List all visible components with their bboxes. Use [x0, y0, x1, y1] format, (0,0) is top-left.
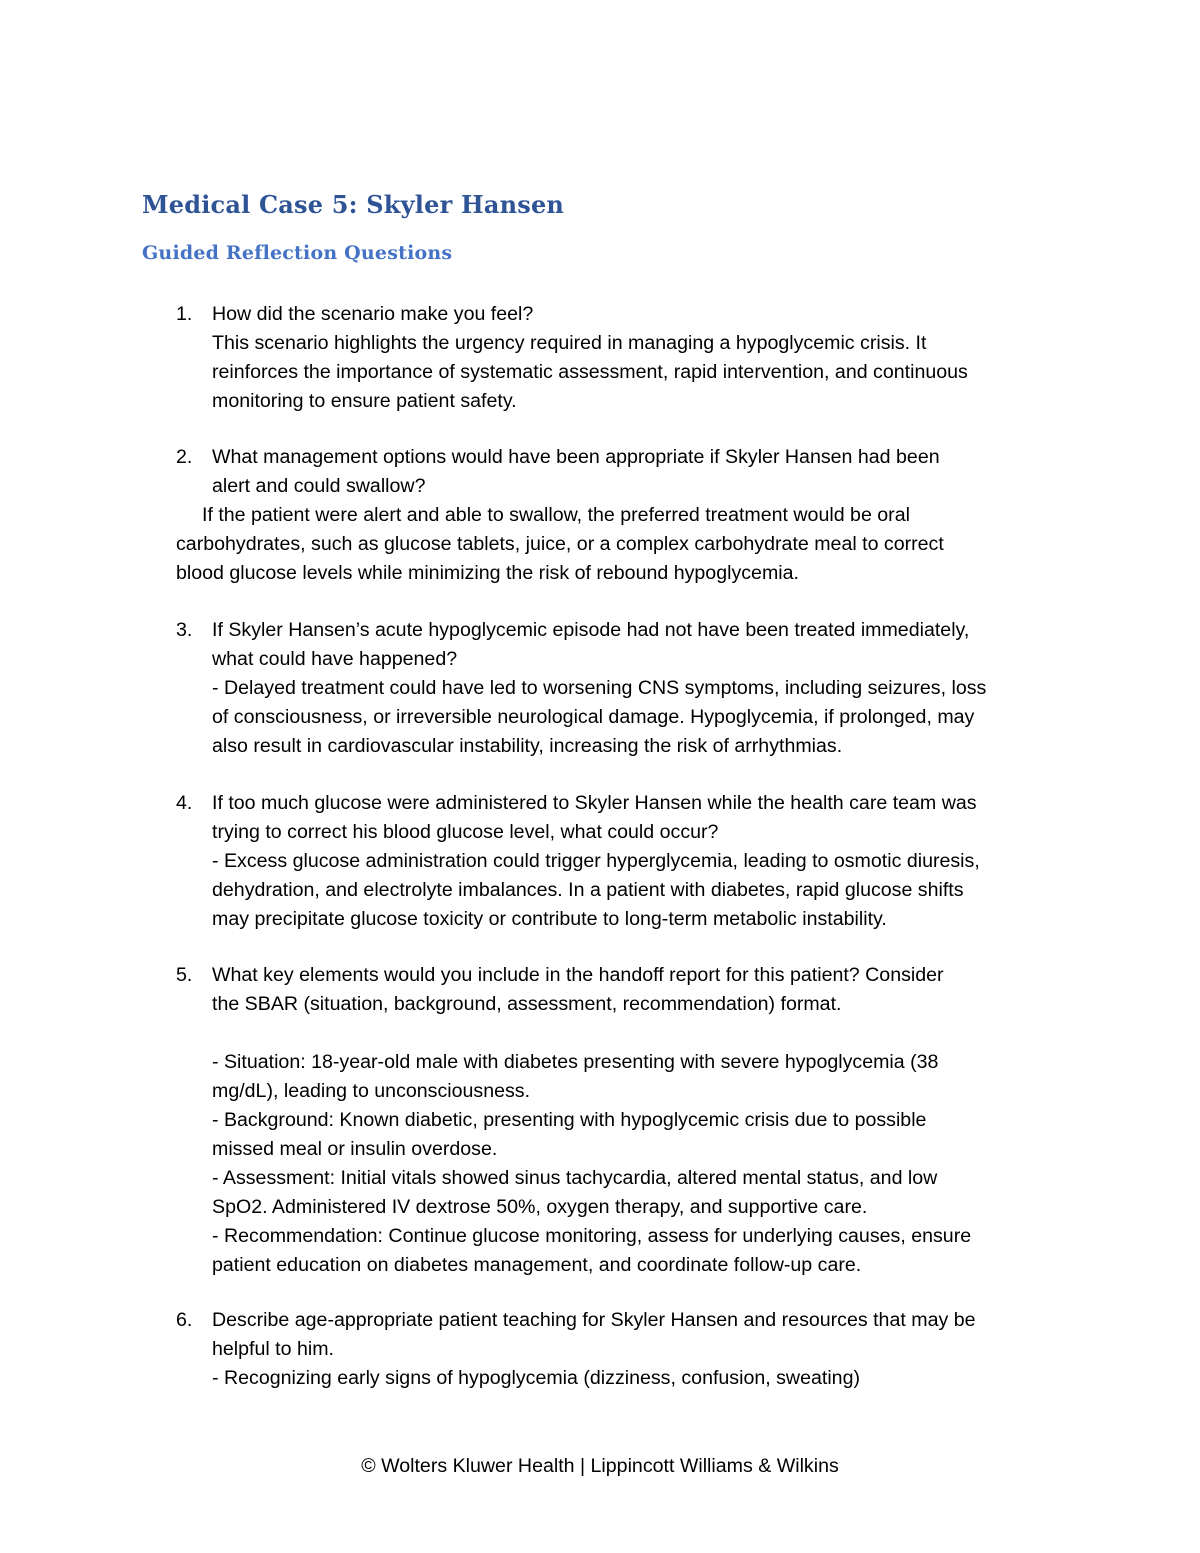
answer-block-2 [176, 501, 1056, 588]
answer-line: SpO2. Administered IV dextrose 50%, oxygen therapy, and supportive care. [212, 1196, 868, 1218]
question-text: what could have happened? [212, 648, 458, 670]
question-item-2 [176, 443, 1082, 501]
question-number: 6. [176, 1309, 193, 1331]
answer-line: carbohydrates, such as glucose tablets, juice, or a complex carbohydrate meal to correct [176, 533, 944, 555]
question-number: 5. [176, 964, 193, 986]
question-text: What key elements would you include in the handoff report for this patient? Consider [212, 964, 944, 986]
question-item-4 [176, 789, 1082, 934]
answer-line: If the patient were alert and able to swallow, the preferred treatment would be oral [202, 504, 910, 526]
question-text: helpful to him. [212, 1338, 334, 1360]
answer-line: - Excess glucose administration could trigger hyperglycemia, leading to osmotic diuresis, [212, 850, 980, 872]
question-number: 3. [176, 619, 193, 641]
answer-line: reinforces the importance of systematic assessment, rapid intervention, and continuous [212, 361, 968, 383]
answer-line: - Situation: 18-year-old male with diabetes presenting with severe hypoglycemia (38 [212, 1051, 939, 1073]
question-text: trying to correct his blood glucose level, what could occur? [212, 821, 719, 843]
answer-line: - Background: Known diabetic, presenting with hypoglycemic crisis due to possible [212, 1109, 927, 1131]
question-text: What management options would have been appropriate if Skyler Hansen had been [212, 446, 940, 468]
answer-line: This scenario highlights the urgency required in managing a hypoglycemic crisis. It [212, 332, 927, 354]
document-title: Medical Case 5: Skyler Hansen [142, 190, 565, 219]
question-text: alert and could swallow? [212, 475, 426, 497]
answer-line: - Assessment: Initial vitals showed sinus tachycardia, altered mental status, and low [212, 1167, 938, 1189]
answer-line: - Delayed treatment could have led to worsening CNS symptoms, including seizures, loss [212, 677, 987, 699]
answer-line: also result in cardiovascular instability, increasing the risk of arrhythmias. [212, 735, 843, 757]
answer-line: dehydration, and electrolyte imbalances. In a patient with diabetes, rapid glucose shifts [212, 879, 964, 901]
answer-line: - Recommendation: Continue glucose monitoring, assess for underlying causes, ensure [212, 1225, 972, 1247]
answer-line: mg/dL), leading to unconsciousness. [212, 1080, 531, 1102]
question-number: 1. [176, 303, 193, 325]
question-item-6 [176, 1306, 1082, 1393]
question-text: Describe age-appropriate patient teaching for Skyler Hansen and resources that may be [212, 1309, 976, 1331]
answer-line: monitoring to ensure patient safety. [212, 390, 517, 412]
answer-line: patient education on diabetes management, and coordinate follow-up care. [212, 1254, 862, 1276]
question-text: If Skyler Hansen’s acute hypoglycemic episode had not have been treated immediately, [212, 619, 970, 641]
question-text: the SBAR (situation, background, assessment, recommendation) format. [212, 993, 842, 1015]
answer-line: - Recognizing early signs of hypoglycemia (dizziness, confusion, sweating) [212, 1367, 860, 1389]
question-text: If too much glucose were administered to Skyler Hansen while the health care team was [212, 792, 977, 814]
question-number: 4. [176, 792, 193, 814]
answer-line: blood glucose levels while minimizing the risk of rebound hypoglycemia. [176, 562, 799, 584]
question-item-3 [176, 616, 1082, 761]
section-subtitle: Guided Reflection Questions [142, 242, 453, 264]
answer-line: missed meal or insulin overdose. [212, 1138, 498, 1160]
question-text: How did the scenario make you feel? [212, 303, 534, 325]
question-number: 2. [176, 446, 193, 468]
answer-line: may precipitate glucose toxicity or contribute to long-term metabolic instability. [212, 908, 887, 930]
question-item-1 [176, 300, 1082, 416]
page-footer: © Wolters Kluwer Health | Lippincott Williams & Wilkins [361, 1455, 839, 1477]
question-item-5 [176, 961, 1082, 1280]
answer-line: of consciousness, or irreversible neurological damage. Hypoglycemia, if prolonged, may [212, 706, 975, 728]
